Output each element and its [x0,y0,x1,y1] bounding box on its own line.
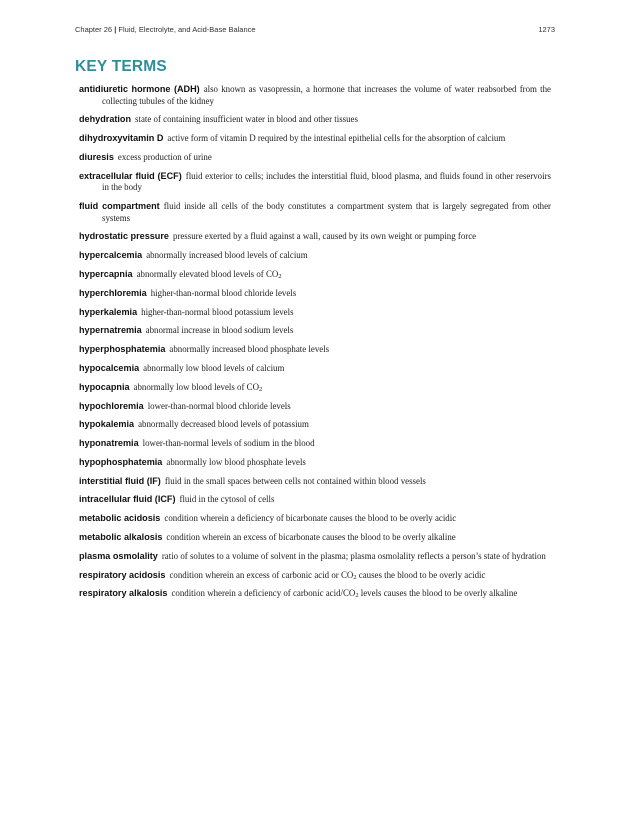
glossary-entry [79,476,551,488]
chapter-label: Chapter 26 [75,25,113,34]
term-definition: abnormally elevated blood levels of CO [136,269,279,280]
term-definition: higher-than-normal blood potassium levels [141,306,294,317]
term-name: hyponatremia [79,438,139,449]
term-definition: abnormally low blood phosphate levels [166,456,306,467]
glossary-entry [79,250,551,262]
term-definition: condition wherein an excess of bicarbonate causes the blood to be overly alkaline [166,531,456,542]
term-name: hypercapnia [79,269,133,280]
term-definition: ratio of solutes to a volume of solvent in the plasma; plasma osmolality reflects a person’s state of hydration [161,550,546,561]
glossary-entry [79,419,551,431]
term-definition: higher-than-normal blood chloride levels [150,287,297,298]
term-definition: fluid in the small spaces between cells not contained within blood vessels [164,475,426,486]
term-name: hypophosphatemia [79,456,163,467]
chapter-title: Fluid, Electrolyte, and Acid-Base Balance [118,25,256,34]
glossary-entry [79,532,551,544]
term-definition: state of containing insufficient water in blood and other tissues [135,114,358,125]
glossary-entry [79,133,551,145]
term-name: hypokalemia [79,419,135,430]
glossary-entry [79,114,551,126]
term-definition: lower-than-normal levels of sodium in the blood [142,438,315,449]
term-name: hypernatremia [79,325,142,336]
term-name: hyperchloremia [79,287,147,298]
glossary-entry [79,307,551,319]
subscript: 2 [278,273,282,281]
term-definition: abnormally low blood levels of calcium [143,362,285,373]
glossary-entry [79,288,551,300]
term-name: metabolic alkalosis [79,531,163,542]
glossary-entry [79,457,551,469]
term-name: dehydration [79,114,132,125]
term-name: hypochloremia [79,400,144,411]
glossary-entry [79,570,551,582]
term-name: intracellular fluid (ICF) [79,494,176,505]
glossary-entry [79,513,551,525]
term-definition: abnormally low blood levels of CO [133,381,259,392]
term-name: antidiuretic hormone (ADH) [79,84,200,94]
term-definition: abnormally increased blood phosphate levels [169,344,330,355]
term-name: hydrostatic pressure [79,231,169,242]
glossary-entry [79,494,551,506]
glossary-entry [79,325,551,337]
term-definition: abnormally increased blood levels of calcium [146,250,308,261]
glossary-entry [79,438,551,450]
term-definition: excess production of urine [117,151,212,162]
glossary-entry [79,344,551,356]
term-name: fluid compartment [79,201,160,212]
section-title: KEY TERMS [75,58,167,75]
term-definition: condition wherein an excess of carbonic acid or CO [169,569,354,580]
term-definition: active form of vitamin D required by the intestinal epithelial cells for the absorption of calcium [167,133,506,144]
term-definition-continued: causes the blood to be overly acidic [356,569,486,580]
subscript: 2 [353,573,357,581]
term-definition-continued: levels causes the blood to be overly alkaline [358,588,518,599]
glossary-entry [79,201,551,224]
term-name: hypocalcemia [79,362,140,373]
glossary-entry [79,152,551,164]
term-name: hypocapnia [79,381,130,392]
term-name: hypercalcemia [79,250,143,261]
subscript: 2 [355,592,359,600]
term-name: dihydroxyvitamin D [79,133,164,144]
term-definition: fluid exterior to cells; includes the interstitial fluid, blood plasma, and fluids found in other reservoirs in the body [102,170,551,193]
glossary-entry [79,401,551,413]
header-separator: | [114,25,117,34]
term-name: hyperphosphatemia [79,344,166,355]
term-definition: abnormal increase in blood sodium levels [145,325,294,336]
page-number: 1273 [538,25,555,34]
glossary-entry [79,231,551,243]
term-name: respiratory acidosis [79,569,166,580]
glossary-entry [79,382,551,394]
term-definition: also known as vasopressin, a hormone that increases the volume of water reabsorbed from the collecting tubules of the kidney [102,84,551,106]
term-definition: condition wherein a deficiency of bicarbonate causes the blood to be overly acidic [164,513,457,524]
term-name: interstitial fluid (IF) [79,475,161,486]
term-definition: abnormally decreased blood levels of potassium [138,419,309,430]
term-definition: lower-than-normal blood chloride levels [147,400,291,411]
glossary-entry [79,363,551,375]
glossary-entry [79,84,551,107]
term-name: respiratory alkalosis [79,588,168,599]
term-definition: fluid inside all cells of the body constitutes a compartment system that is largely segregated from other systems [102,201,551,223]
term-definition: fluid in the cytosol of cells [179,494,275,505]
glossary-entry [79,269,551,281]
key-terms-list [79,84,551,607]
term-name: metabolic acidosis [79,513,161,524]
term-name: plasma osmolality [79,550,158,561]
glossary-entry [79,171,551,194]
term-name: extracellular fluid (ECF) [79,170,182,181]
term-definition: condition wherein a deficiency of carbonic acid/CO [171,588,356,599]
term-definition: pressure exerted by a fluid against a wall, caused by its own weight or pumping force [172,231,477,242]
page-header [75,25,555,34]
running-head [75,25,256,34]
term-name: diuresis [79,151,114,162]
subscript: 2 [259,385,263,393]
glossary-entry [79,588,551,600]
glossary-entry [79,551,551,563]
term-name: hyperkalemia [79,306,138,317]
